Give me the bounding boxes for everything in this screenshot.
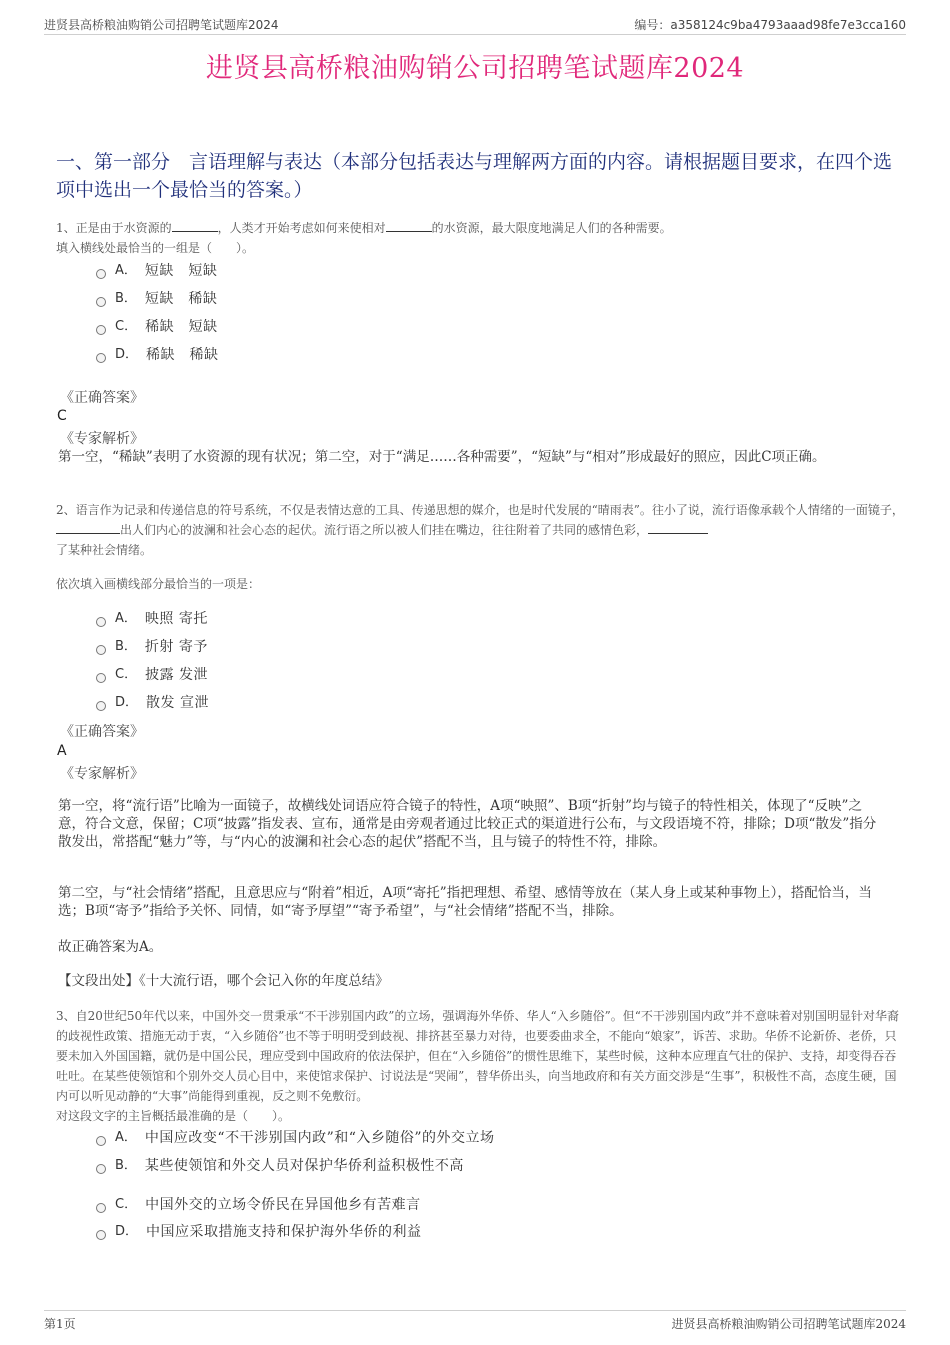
running-header	[44, 14, 906, 35]
q2-option-c[interactable]: C． 披露 发泄	[96, 664, 208, 686]
page-title: 进贤县高桥粮油购销公司招聘笔试题库2024	[205, 53, 745, 84]
q3-option-b[interactable]: B． 某些使领馆和外交人员对保护华侨利益积极性不高	[96, 1155, 464, 1177]
q2-blank-1	[56, 521, 120, 534]
radio-icon[interactable]	[96, 325, 106, 335]
page-footer	[44, 1310, 906, 1333]
q2-source: 【文段出处】《十大流行语，哪个会记入你的年度总结》	[58, 973, 389, 989]
q1-prompt: 填入横线处最恰当的一组是（ ）。	[56, 241, 255, 255]
q2-option-a[interactable]: A． 映照 寄托	[96, 608, 208, 630]
q1-blank-1	[172, 219, 218, 232]
q2-analysis-p2: 第二空，与“社会情绪”搭配，且意思应与“附着”相近，A项“寄托”指把理想、希望、感情等放在（某人身上或某种事物上），搭配恰当，当选；B项“寄予”指给予关怀、同情，如“寄予厚望”“寄予希望”，与“社会情绪”搭配不当，排除。	[58, 885, 872, 919]
q2-analysis-label: 《专家解析》	[60, 766, 144, 782]
q1-answer-label: 《正确答案》	[60, 390, 144, 406]
radio-icon[interactable]	[96, 353, 106, 363]
q3-prompt: 对这段文字的主旨概括最准确的是（ ）。	[56, 1109, 291, 1123]
footer-doc-name: 进贤县高桥粮油购销公司招聘笔试题库2024	[671, 1317, 906, 1331]
q1-analysis: 第一空，“稀缺”表明了水资源的现有状况；第二空，对于“满足……各种需要”，“短缺”与“相对”形成最好的照应，因此C项正确。	[58, 449, 826, 465]
q2-prompt: 依次填入画横线部分最恰当的一项是：	[56, 577, 261, 591]
header-doc-name: 进贤县高桥粮油购销公司招聘笔试题库2024	[44, 18, 279, 32]
section-heading: 一、第一部分 言语理解与表达（本部分包括表达与理解两方面的内容。请根据题目要求，在四个选项中选出一个最恰当的答案。）	[56, 151, 893, 201]
radio-icon[interactable]	[96, 645, 106, 655]
q2-analysis-p3: 故正确答案为A。	[58, 939, 163, 955]
q1-option-c[interactable]: C． 稀缺 短缺	[96, 316, 218, 338]
q3-option-c[interactable]: C． 中国外交的立场令侨民在异国他乡有苦难言	[96, 1194, 421, 1216]
radio-icon[interactable]	[96, 617, 106, 627]
q2-option-d[interactable]: D． 散发 宣泄	[96, 692, 209, 714]
q1-option-a[interactable]: A． 短缺 短缺	[96, 260, 217, 282]
q1-answer: C	[57, 408, 67, 424]
q2-stem: 2、语言作为记录和传递信息的符号系统，不仅是表情达意的工具、传递思想的媒介，也是时代发展的“晴雨表”。往小了说，流行语像承载个人情绪的一面镜子，出人们内心的波澜和社会心态的起伏。流行语之所以被人们挂在嘴边，往往附着了共同的感情色彩， 了某种社会情绪。	[56, 503, 904, 557]
q3-option-d[interactable]: D． 中国应采取措施支持和保护海外华侨的利益	[96, 1221, 422, 1243]
q1-analysis-label: 《专家解析》	[60, 431, 144, 447]
q1-stem: 1、正是由于水资源的 ，人类才开始考虑如何来使相对 的水资源，最大限度地满足人们的各种需要。 填入横线处最恰当的一组是（ ）。	[56, 221, 672, 255]
radio-icon[interactable]	[96, 1164, 106, 1174]
radio-icon[interactable]	[96, 297, 106, 307]
q1-blank-2	[386, 219, 432, 232]
q1-option-d[interactable]: D． 稀缺 稀缺	[96, 344, 219, 366]
header-doc-id: 编号：a358124c9ba4793aaad98fe7e3cca160	[634, 18, 906, 32]
radio-icon[interactable]	[96, 673, 106, 683]
q2-option-b[interactable]: B． 折射 寄予	[96, 636, 208, 658]
q2-analysis-p1: 第一空，将“流行语”比喻为一面镜子，故横线处词语应符合镜子的特性，A项“映照”、B项“折射”均与镜子的特性相关，体现了“反映”之意，符合文意，保留；C项“披露”指发表、宣布，通常是由旁观者通过比较正式的渠道进行公布，与文段语境不符，排除；D项“散发”指分散发出，常搭配“魅力”等，与“内心的波澜和社会心态的起伏”搭配不当，且与镜子的特性不符，排除。	[58, 798, 877, 850]
page-number: 第1页	[44, 1317, 76, 1331]
q2-blank-2	[648, 521, 708, 534]
q2-answer-label: 《正确答案》	[60, 724, 144, 740]
radio-icon[interactable]	[96, 269, 106, 279]
q3-option-a[interactable]: A． 中国应改变“不干涉别国内政”和“入乡随俗”的外交立场	[96, 1127, 495, 1149]
radio-icon[interactable]	[96, 1230, 106, 1240]
q1-option-b[interactable]: B． 短缺 稀缺	[96, 288, 217, 310]
radio-icon[interactable]	[96, 1203, 106, 1213]
q2-answer: A	[57, 743, 67, 759]
q3-stem: 3、自20世纪50年代以来，中国外交一贯秉承“不干涉别国内政”的立场，强调海外华侨、华人“入乡随俗”。但“不干涉别国内政”并不意味着对别国明显针对华裔的歧视性政策、措施无动于衷，“入乡随俗”也不等于明明受到歧视、排挤甚至暴力对待，也要委曲求全，不能向“娘家”，诉苦、求助。华侨不论新侨、老侨，只要未加入外国国籍，就仍是中国公民，理应受到中国政府的依法保护，但在“入乡随俗”的惯性思维下，某些时候，这种本应理直气壮的保护、支持，却变得吞吞吐吐。在某些使领馆和个别外交人员心目中，来使馆求保护、讨说法是“哭闹”，替华侨出头，向当地政府和有关方面交涉是“生事”，积极性不高，态度生硬，国内可以听见动静的“大事”尚能得到重视，反之则不免敷衍。 对这段文字的主旨概括最准确的是（ ）。	[56, 1009, 899, 1123]
radio-icon[interactable]	[96, 701, 106, 711]
radio-icon[interactable]	[96, 1136, 106, 1146]
